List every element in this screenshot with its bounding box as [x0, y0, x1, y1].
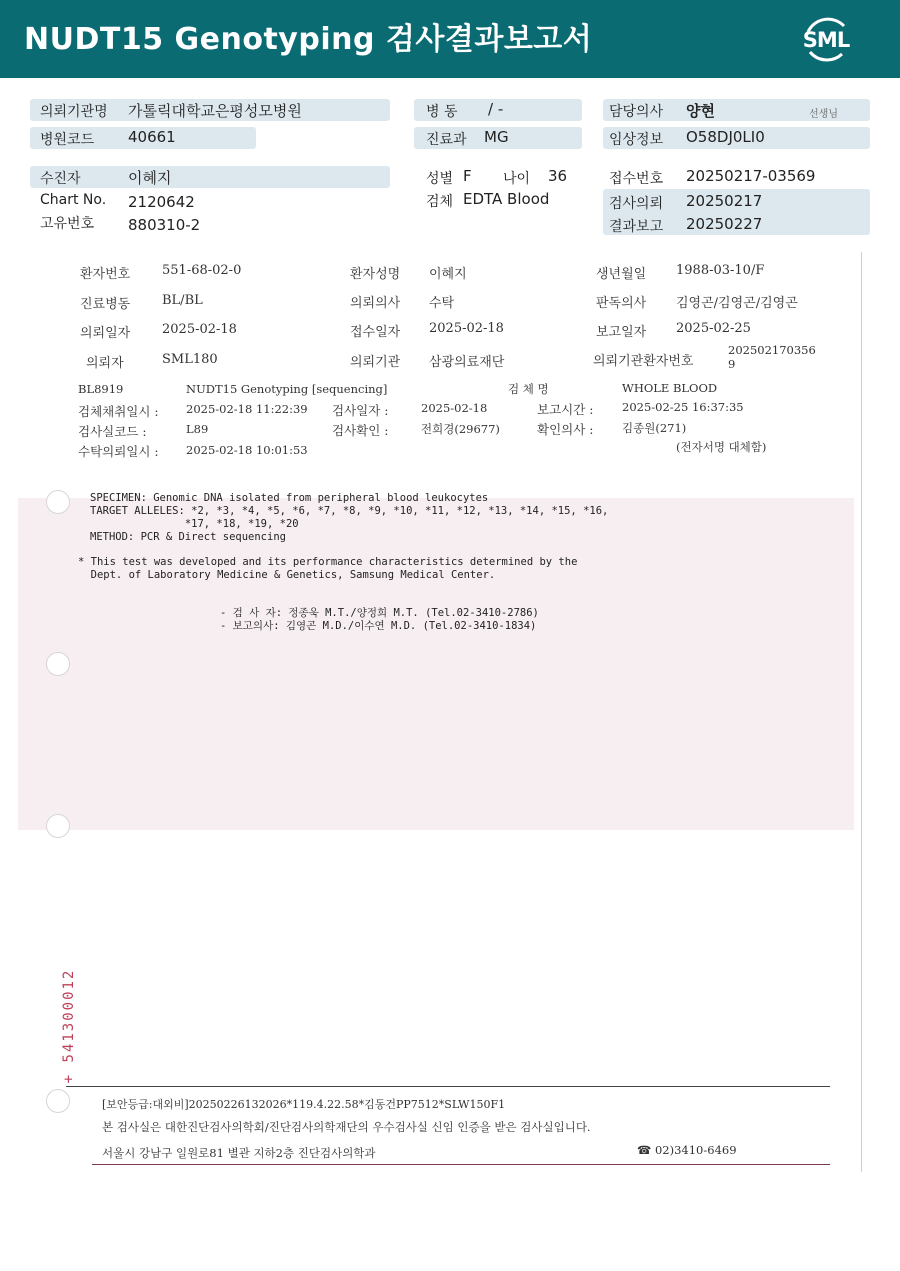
- scan-r2-label1: 진료병동: [80, 297, 131, 312]
- report-time-value: 2025-02-25 16:37:35: [622, 400, 744, 414]
- signer-line-1: - 검 사 자: 정종욱 M.T./양정희 M.T. (Tel.02-3410-2786): [220, 607, 539, 619]
- result-date-label: 결과보고: [609, 219, 664, 235]
- confirm-label: 검사확인 :: [332, 423, 389, 438]
- scan-r4-label1: 의뢰자: [86, 356, 124, 371]
- specimen-name-label: 검 체 명: [508, 382, 549, 396]
- test-code: BL8919: [78, 382, 124, 396]
- clinical-info-value: O58DJ0LI0: [686, 128, 765, 146]
- punch-hole: [46, 490, 70, 514]
- scan-r2-value3: 김영곤/김영곤/김영곤: [676, 296, 798, 311]
- punch-hole: [46, 814, 70, 838]
- result-line-1: SPECIMEN: Genomic DNA isolated from peripheral blood leukocytes: [90, 492, 489, 504]
- scan-r3-value2: 2025-02-18: [429, 321, 504, 336]
- scan-r4-label2: 의뢰기관: [350, 355, 401, 370]
- collect-value: 2025-02-18 11:22:39: [186, 402, 308, 416]
- result-line-2: TARGET ALLELES: *2, *3, *4, *5, *6, *7, *8, *9, *10, *11, *12, *13, *14, *15, *16,: [90, 505, 609, 517]
- collect-label: 검체채취일시 :: [78, 404, 159, 419]
- barcode-text: + 541300012: [61, 968, 77, 1084]
- scan-r3-label1: 의뢰일자: [80, 326, 131, 341]
- consign-label: 수탁의뢰일시 :: [78, 444, 159, 459]
- page-edge: [861, 252, 862, 1172]
- footer-rule: [66, 1086, 830, 1087]
- clinical-info-label: 임상정보: [609, 132, 664, 148]
- lab-code-label: 검사실코드 :: [78, 424, 147, 439]
- referring-institution-label: 의뢰기관명: [40, 104, 108, 120]
- report-time-label: 보고시간 :: [537, 402, 594, 417]
- scan-r1-value3: 1988-03-10/F: [676, 263, 765, 278]
- physician-label: 담당의사: [609, 104, 664, 120]
- department-label: 진료과: [426, 132, 467, 148]
- specimen-value: EDTA Blood: [463, 190, 550, 208]
- hospital-code-value: 40661: [128, 128, 176, 146]
- scan-r1-label1: 환자번호: [80, 267, 131, 282]
- receipt-no-value: 20250217-03569: [686, 167, 816, 185]
- ward-label: 병 동: [426, 104, 458, 120]
- patient-label: 수진자: [40, 171, 81, 187]
- request-date-value: 20250217: [686, 192, 763, 210]
- specimen-label: 검체: [426, 194, 454, 210]
- result-line-4: METHOD: PCR & Direct sequencing: [90, 531, 286, 543]
- result-line-3: *17, *18, *19, *20: [90, 518, 299, 530]
- receipt-no-label: 접수번호: [609, 171, 664, 187]
- unique-no-label: 고유번호: [40, 216, 95, 232]
- chart-no-value: 2120642: [128, 193, 195, 211]
- footer-security: [보안등급:대외비]20250226132026*119.4.22.58*김동건PP7512*SLW150F1: [102, 1098, 506, 1111]
- scan-r2-label2: 의뢰의사: [350, 296, 401, 311]
- scan-r1-label3: 생년월일: [596, 267, 647, 282]
- scan-r3-label2: 접수일자: [350, 325, 401, 340]
- footer-address: 서울시 강남구 일원로81 별관 지하2층 진단검사의학과: [102, 1146, 376, 1160]
- punch-hole: [46, 652, 70, 676]
- hospital-code-label: 병원코드: [40, 132, 95, 148]
- scan-r2-value1: BL/BL: [162, 293, 203, 308]
- logo-text: SML: [802, 28, 850, 52]
- result-band: [18, 498, 854, 830]
- unique-no-value: 880310-2: [128, 216, 201, 234]
- ward-value: / -: [488, 100, 504, 118]
- confirm-doctor-value: 김종원(271): [622, 421, 687, 435]
- barcode-number: [56, 960, 82, 1100]
- referring-institution-value: 가톨릭대학교은평성모병원: [128, 102, 302, 120]
- lab-code-value: L89: [186, 422, 209, 436]
- report-title: NUDT15 Genotyping 검사결과보고서: [24, 22, 593, 57]
- scan-r2-value2: 수탁: [429, 296, 455, 311]
- scan-r3-label3: 보고일자: [596, 325, 647, 340]
- scan-r3-value1: 2025-02-18: [162, 322, 237, 337]
- sex-value: F: [463, 167, 472, 185]
- request-date-label: 검사의뢰: [609, 196, 664, 212]
- test-date-label: 검사일자 :: [332, 403, 389, 418]
- note-line-1: * This test was developed and its performance characteristics determined by the: [78, 556, 578, 568]
- result-date-value: 20250227: [686, 215, 763, 233]
- patient-value: 이혜지: [128, 169, 172, 187]
- test-name: NUDT15 Genotyping [sequencing]: [186, 382, 388, 396]
- consign-value: 2025-02-18 10:01:53: [186, 443, 308, 457]
- footer-cert: 본 검사실은 대한진단검사의학회/진단검사의학재단의 우수검사실 신임 인증을 받은 검사실입니다.: [102, 1120, 591, 1134]
- department-value: MG: [484, 128, 509, 146]
- scan-r4-label3: 의뢰기관환자번호: [593, 354, 694, 369]
- scan-r3-value3: 2025-02-25: [676, 321, 751, 336]
- scan-r1-value2: 이혜지: [429, 267, 467, 282]
- age-value: 36: [548, 167, 568, 185]
- signer-line-2: - 보고의사: 김영곤 M.D./이수연 M.D. (Tel.02-3410-1834): [220, 620, 537, 632]
- physician-suffix: 선생님: [809, 109, 838, 120]
- sex-label: 성별: [426, 171, 454, 187]
- scan-r2-label3: 판독의사: [596, 296, 647, 311]
- footer-bottom-rule: [92, 1164, 830, 1165]
- confirm-value: 전희경(29677): [421, 422, 500, 436]
- scan-r1-label2: 환자성명: [350, 267, 401, 282]
- specimen-name-value: WHOLE BLOOD: [622, 381, 718, 395]
- physician-value: 양현: [686, 102, 715, 120]
- sml-logo: [798, 12, 854, 66]
- scan-r4-value3a: 202502170356: [728, 343, 816, 357]
- footer-phone: ☎ 02)3410-6469: [637, 1143, 737, 1157]
- esign-note: (전자서명 대체함): [676, 440, 767, 454]
- age-label: 나이: [503, 171, 531, 187]
- confirm-doctor-label: 확인의사 :: [537, 422, 594, 437]
- scan-r4-value2: 삼광의료재단: [429, 355, 505, 370]
- scan-r4-value1: SML180: [162, 352, 218, 367]
- patient-box: [30, 166, 390, 188]
- chart-no-label: Chart No.: [40, 192, 107, 208]
- scan-r4-value3b: 9: [728, 357, 736, 371]
- test-date-value: 2025-02-18: [421, 401, 488, 415]
- scan-r1-value1: 551-68-02-0: [162, 263, 242, 278]
- note-line-2: Dept. of Laboratory Medicine & Genetics, Samsung Medical Center.: [78, 569, 496, 581]
